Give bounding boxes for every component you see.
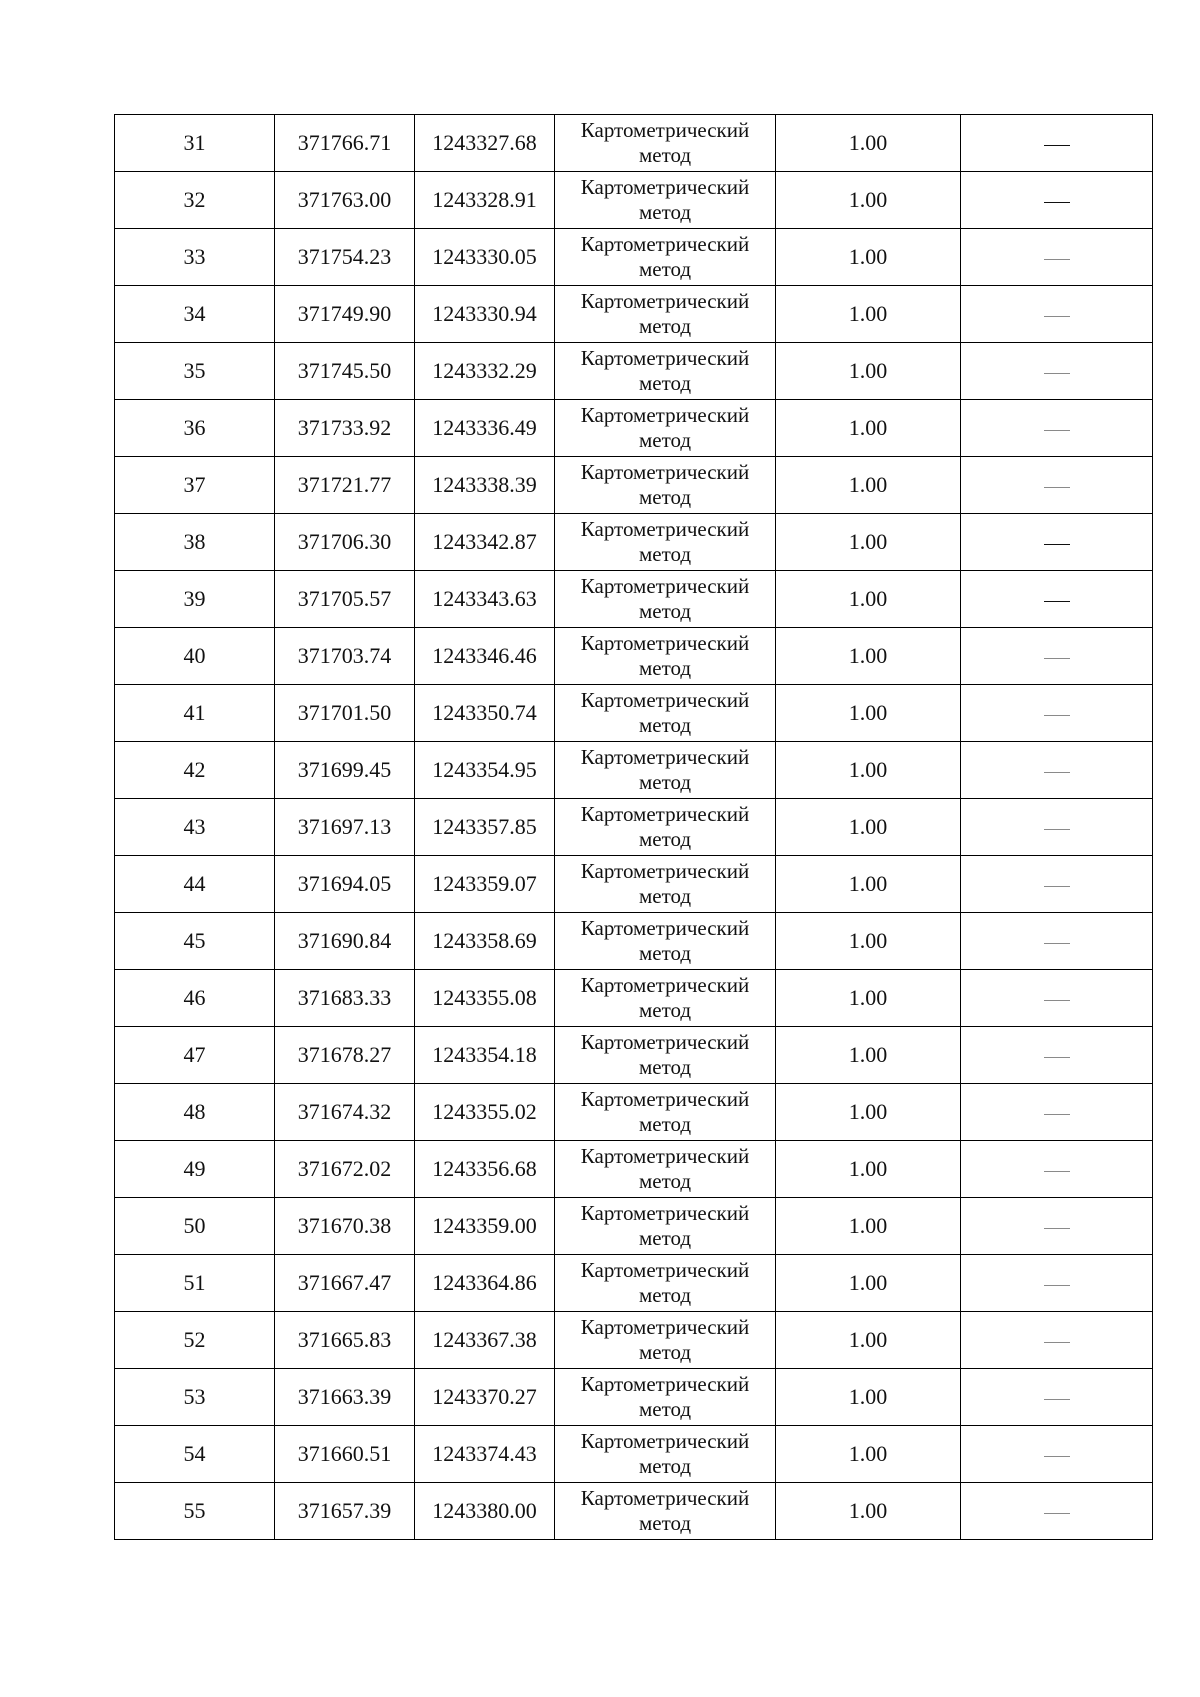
note-cell <box>961 400 1153 457</box>
coordinate-x-cell: 371733.92 <box>275 400 415 457</box>
point-number-cell: 34 <box>115 286 275 343</box>
coordinate-y-cell: 1243357.85 <box>415 799 555 856</box>
note-cell <box>961 571 1153 628</box>
method-cell <box>555 1255 776 1312</box>
note-cell <box>961 457 1153 514</box>
note-cell <box>961 742 1153 799</box>
table-row <box>115 1255 1153 1312</box>
method-line-1: Картометрический <box>580 630 750 655</box>
method-line-1: Картометрический <box>580 573 750 598</box>
table-row <box>115 1369 1153 1426</box>
method-cell <box>555 685 776 742</box>
precision-cell: 1.00 <box>776 1426 961 1483</box>
coordinate-y-cell: 1243328.91 <box>415 172 555 229</box>
coordinate-y-cell: 1243332.29 <box>415 343 555 400</box>
coordinate-y-cell: 1243330.94 <box>415 286 555 343</box>
coordinate-x-cell: 371754.23 <box>275 229 415 286</box>
method-line-1: Картометрический <box>580 231 750 256</box>
coordinates-table-body <box>115 115 1153 1540</box>
precision-cell: 1.00 <box>776 799 961 856</box>
coordinate-x-cell: 371766.71 <box>275 115 415 172</box>
precision-cell: 1.00 <box>776 913 961 970</box>
table-row <box>115 1426 1153 1483</box>
method-cell <box>555 913 776 970</box>
dash-mark <box>1044 1342 1070 1343</box>
precision-cell: 1.00 <box>776 685 961 742</box>
coordinate-x-cell: 371667.47 <box>275 1255 415 1312</box>
precision-cell: 1.00 <box>776 400 961 457</box>
method-line-1: Картометрический <box>580 1086 750 1111</box>
coordinate-x-cell: 371657.39 <box>275 1483 415 1540</box>
dash-mark <box>1044 943 1070 944</box>
coordinate-x-cell: 371690.84 <box>275 913 415 970</box>
coordinate-x-cell: 371694.05 <box>275 856 415 913</box>
coordinate-x-cell: 371660.51 <box>275 1426 415 1483</box>
table-row <box>115 229 1153 286</box>
dash-mark <box>1044 1456 1070 1457</box>
precision-cell: 1.00 <box>776 1084 961 1141</box>
point-number-cell: 52 <box>115 1312 275 1369</box>
precision-cell: 1.00 <box>776 1369 961 1426</box>
method-cell <box>555 1426 776 1483</box>
method-cell <box>555 115 776 172</box>
coordinate-y-cell: 1243336.49 <box>415 400 555 457</box>
method-line-1: Картометрический <box>580 915 750 940</box>
coordinate-x-cell: 371701.50 <box>275 685 415 742</box>
method-line-2: метод <box>638 200 692 224</box>
point-number-cell: 49 <box>115 1141 275 1198</box>
method-cell <box>555 628 776 685</box>
method-line-2: метод <box>638 428 692 452</box>
method-line-2: метод <box>638 941 692 965</box>
coordinate-x-cell: 371697.13 <box>275 799 415 856</box>
coordinate-x-cell: 371699.45 <box>275 742 415 799</box>
note-cell <box>961 172 1153 229</box>
method-line-2: метод <box>638 599 692 623</box>
point-number-cell: 45 <box>115 913 275 970</box>
method-line-2: метод <box>638 770 692 794</box>
dash-mark <box>1044 487 1070 488</box>
dash-mark <box>1044 1171 1070 1172</box>
coordinate-y-cell: 1243342.87 <box>415 514 555 571</box>
method-line-2: метод <box>638 542 692 566</box>
method-cell <box>555 229 776 286</box>
dash-mark <box>1044 145 1070 146</box>
table-row <box>115 571 1153 628</box>
point-number-cell: 41 <box>115 685 275 742</box>
coordinate-y-cell: 1243380.00 <box>415 1483 555 1540</box>
method-line-2: метод <box>638 1055 692 1079</box>
point-number-cell: 31 <box>115 115 275 172</box>
point-number-cell: 43 <box>115 799 275 856</box>
point-number-cell: 39 <box>115 571 275 628</box>
method-line-1: Картометрический <box>580 1428 750 1453</box>
dash-mark <box>1044 715 1070 716</box>
dash-mark <box>1044 373 1070 374</box>
method-line-2: метод <box>638 713 692 737</box>
point-number-cell: 50 <box>115 1198 275 1255</box>
method-line-2: метод <box>638 884 692 908</box>
method-line-2: метод <box>638 371 692 395</box>
note-cell <box>961 799 1153 856</box>
method-line-2: метод <box>638 1226 692 1250</box>
note-cell <box>961 1084 1153 1141</box>
point-number-cell: 54 <box>115 1426 275 1483</box>
method-line-2: метод <box>638 1112 692 1136</box>
table-row <box>115 1084 1153 1141</box>
table-row <box>115 628 1153 685</box>
coordinate-y-cell: 1243374.43 <box>415 1426 555 1483</box>
coordinate-y-cell: 1243367.38 <box>415 1312 555 1369</box>
table-row <box>115 685 1153 742</box>
dash-mark <box>1044 1057 1070 1058</box>
method-cell <box>555 742 776 799</box>
note-cell <box>961 115 1153 172</box>
dash-mark <box>1044 316 1070 317</box>
precision-cell: 1.00 <box>776 343 961 400</box>
coordinate-x-cell: 371665.83 <box>275 1312 415 1369</box>
point-number-cell: 40 <box>115 628 275 685</box>
method-cell <box>555 1312 776 1369</box>
method-line-2: метод <box>638 1340 692 1364</box>
method-cell <box>555 457 776 514</box>
method-line-1: Картометрический <box>580 459 750 484</box>
precision-cell: 1.00 <box>776 229 961 286</box>
method-line-2: метод <box>638 1169 692 1193</box>
method-line-2: метод <box>638 1454 692 1478</box>
note-cell <box>961 1369 1153 1426</box>
coordinate-y-cell: 1243350.74 <box>415 685 555 742</box>
note-cell <box>961 685 1153 742</box>
point-number-cell: 33 <box>115 229 275 286</box>
method-line-2: метод <box>638 314 692 338</box>
method-line-2: метод <box>638 1511 692 1535</box>
note-cell <box>961 1426 1153 1483</box>
method-line-2: метод <box>638 656 692 680</box>
coordinate-x-cell: 371706.30 <box>275 514 415 571</box>
method-cell <box>555 400 776 457</box>
dash-mark <box>1044 1228 1070 1229</box>
method-cell <box>555 1027 776 1084</box>
coordinate-x-cell: 371670.38 <box>275 1198 415 1255</box>
table-row <box>115 856 1153 913</box>
method-line-1: Картометрический <box>580 345 750 370</box>
note-cell <box>961 514 1153 571</box>
note-cell <box>961 1312 1153 1369</box>
table-row <box>115 1483 1153 1540</box>
method-line-2: метод <box>638 1397 692 1421</box>
note-cell <box>961 970 1153 1027</box>
point-number-cell: 51 <box>115 1255 275 1312</box>
point-number-cell: 32 <box>115 172 275 229</box>
note-cell <box>961 1483 1153 1540</box>
coordinate-y-cell: 1243355.02 <box>415 1084 555 1141</box>
coordinate-y-cell: 1243364.86 <box>415 1255 555 1312</box>
coordinate-y-cell: 1243327.68 <box>415 115 555 172</box>
table-row <box>115 1027 1153 1084</box>
precision-cell: 1.00 <box>776 1312 961 1369</box>
method-cell <box>555 1369 776 1426</box>
coordinates-table <box>114 114 1153 1540</box>
table-row <box>115 1141 1153 1198</box>
method-cell <box>555 1141 776 1198</box>
coordinate-y-cell: 1243370.27 <box>415 1369 555 1426</box>
method-cell <box>555 799 776 856</box>
precision-cell: 1.00 <box>776 1255 961 1312</box>
method-line-1: Картометрический <box>580 1200 750 1225</box>
coordinate-y-cell: 1243355.08 <box>415 970 555 1027</box>
point-number-cell: 44 <box>115 856 275 913</box>
coordinate-x-cell: 371683.33 <box>275 970 415 1027</box>
precision-cell: 1.00 <box>776 628 961 685</box>
coordinate-x-cell: 371705.57 <box>275 571 415 628</box>
point-number-cell: 48 <box>115 1084 275 1141</box>
method-cell <box>555 856 776 913</box>
precision-cell: 1.00 <box>776 571 961 628</box>
coordinate-y-cell: 1243354.95 <box>415 742 555 799</box>
point-number-cell: 36 <box>115 400 275 457</box>
table-row <box>115 913 1153 970</box>
point-number-cell: 55 <box>115 1483 275 1540</box>
method-line-1: Картометрический <box>580 1143 750 1168</box>
coordinate-x-cell: 371721.77 <box>275 457 415 514</box>
method-cell <box>555 514 776 571</box>
dash-mark <box>1044 658 1070 659</box>
coordinate-y-cell: 1243359.07 <box>415 856 555 913</box>
method-line-1: Картометрический <box>580 288 750 313</box>
precision-cell: 1.00 <box>776 457 961 514</box>
precision-cell: 1.00 <box>776 514 961 571</box>
dash-mark <box>1044 1285 1070 1286</box>
dash-mark <box>1044 601 1070 602</box>
dash-mark <box>1044 1513 1070 1514</box>
method-line-2: метод <box>638 143 692 167</box>
dash-mark <box>1044 886 1070 887</box>
method-cell <box>555 343 776 400</box>
dash-mark <box>1044 829 1070 830</box>
method-line-1: Картометрический <box>580 117 750 142</box>
table-row <box>115 172 1153 229</box>
coordinate-y-cell: 1243343.63 <box>415 571 555 628</box>
coordinate-x-cell: 371703.74 <box>275 628 415 685</box>
note-cell <box>961 913 1153 970</box>
coordinate-y-cell: 1243358.69 <box>415 913 555 970</box>
method-line-1: Картометрический <box>580 858 750 883</box>
coordinate-x-cell: 371763.00 <box>275 172 415 229</box>
precision-cell: 1.00 <box>776 1027 961 1084</box>
dash-mark <box>1044 544 1070 545</box>
method-cell <box>555 1483 776 1540</box>
coordinate-x-cell: 371749.90 <box>275 286 415 343</box>
method-cell <box>555 172 776 229</box>
point-number-cell: 47 <box>115 1027 275 1084</box>
method-line-2: метод <box>638 257 692 281</box>
note-cell <box>961 1255 1153 1312</box>
dash-mark <box>1044 1399 1070 1400</box>
precision-cell: 1.00 <box>776 970 961 1027</box>
note-cell <box>961 1141 1153 1198</box>
note-cell <box>961 229 1153 286</box>
dash-mark <box>1044 259 1070 260</box>
coordinate-y-cell: 1243346.46 <box>415 628 555 685</box>
point-number-cell: 37 <box>115 457 275 514</box>
point-number-cell: 53 <box>115 1369 275 1426</box>
note-cell <box>961 343 1153 400</box>
table-row <box>115 343 1153 400</box>
method-line-1: Картометрический <box>580 1485 750 1510</box>
note-cell <box>961 1198 1153 1255</box>
coordinate-y-cell: 1243356.68 <box>415 1141 555 1198</box>
table-row <box>115 742 1153 799</box>
method-line-2: метод <box>638 485 692 509</box>
dash-mark <box>1044 1114 1070 1115</box>
table-row <box>115 799 1153 856</box>
precision-cell: 1.00 <box>776 742 961 799</box>
method-line-1: Картометрический <box>580 744 750 769</box>
method-line-1: Картометрический <box>580 1314 750 1339</box>
coordinate-y-cell: 1243354.18 <box>415 1027 555 1084</box>
table-row <box>115 970 1153 1027</box>
coordinate-y-cell: 1243359.00 <box>415 1198 555 1255</box>
coordinate-x-cell: 371663.39 <box>275 1369 415 1426</box>
method-line-1: Картометрический <box>580 516 750 541</box>
method-cell <box>555 1198 776 1255</box>
method-cell <box>555 286 776 343</box>
table-row <box>115 286 1153 343</box>
method-line-1: Картометрический <box>580 1371 750 1396</box>
note-cell <box>961 628 1153 685</box>
note-cell <box>961 1027 1153 1084</box>
table-row <box>115 457 1153 514</box>
method-cell <box>555 970 776 1027</box>
method-line-2: метод <box>638 827 692 851</box>
method-line-1: Картометрический <box>580 402 750 427</box>
table-row <box>115 400 1153 457</box>
note-cell <box>961 856 1153 913</box>
method-line-1: Картометрический <box>580 1257 750 1282</box>
dash-mark <box>1044 430 1070 431</box>
dash-mark <box>1044 202 1070 203</box>
dash-mark <box>1044 1000 1070 1001</box>
method-line-2: метод <box>638 998 692 1022</box>
method-line-1: Картометрический <box>580 687 750 712</box>
precision-cell: 1.00 <box>776 286 961 343</box>
precision-cell: 1.00 <box>776 115 961 172</box>
coordinate-x-cell: 371678.27 <box>275 1027 415 1084</box>
coordinate-y-cell: 1243330.05 <box>415 229 555 286</box>
coordinate-x-cell: 371745.50 <box>275 343 415 400</box>
table-row <box>115 115 1153 172</box>
method-line-2: метод <box>638 1283 692 1307</box>
table-row <box>115 514 1153 571</box>
method-line-1: Картометрический <box>580 1029 750 1054</box>
point-number-cell: 42 <box>115 742 275 799</box>
precision-cell: 1.00 <box>776 1198 961 1255</box>
precision-cell: 1.00 <box>776 856 961 913</box>
precision-cell: 1.00 <box>776 1141 961 1198</box>
precision-cell: 1.00 <box>776 172 961 229</box>
method-line-1: Картометрический <box>580 174 750 199</box>
coordinate-y-cell: 1243338.39 <box>415 457 555 514</box>
coordinate-x-cell: 371672.02 <box>275 1141 415 1198</box>
note-cell <box>961 286 1153 343</box>
method-line-1: Картометрический <box>580 972 750 997</box>
table-row <box>115 1312 1153 1369</box>
point-number-cell: 46 <box>115 970 275 1027</box>
method-cell <box>555 571 776 628</box>
precision-cell: 1.00 <box>776 1483 961 1540</box>
point-number-cell: 35 <box>115 343 275 400</box>
table-row <box>115 1198 1153 1255</box>
point-number-cell: 38 <box>115 514 275 571</box>
method-line-1: Картометрический <box>580 801 750 826</box>
method-cell <box>555 1084 776 1141</box>
coordinate-x-cell: 371674.32 <box>275 1084 415 1141</box>
dash-mark <box>1044 772 1070 773</box>
